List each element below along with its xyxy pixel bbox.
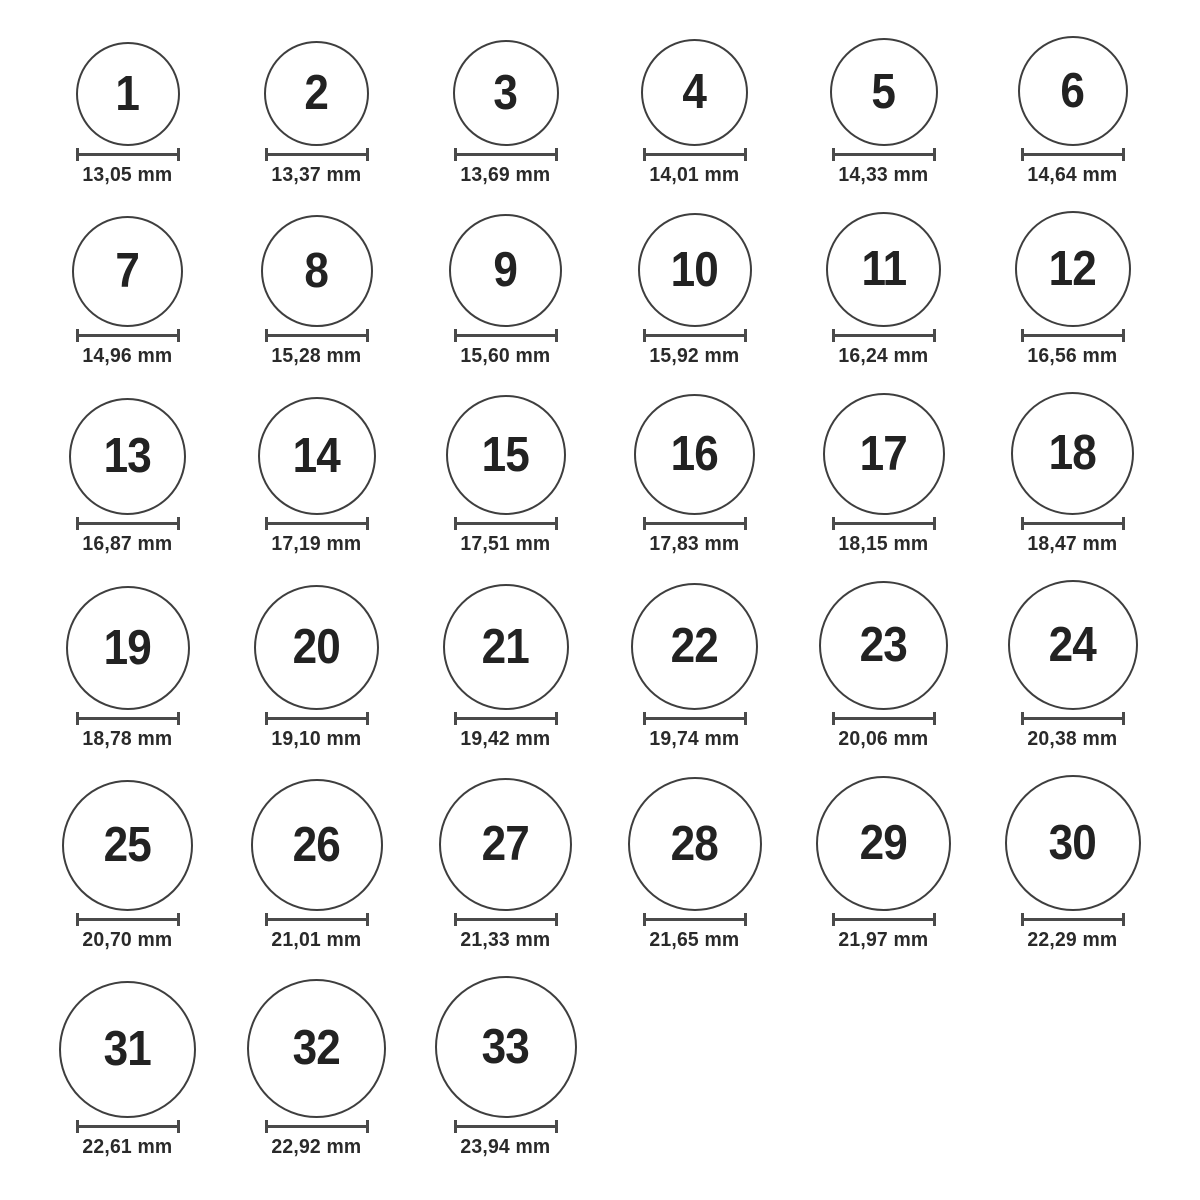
diameter-dimension-line [643,712,747,725]
ring-circle [443,584,569,710]
diameter-label: 18,78 mm [82,728,173,750]
diameter-dimension-line [76,517,180,530]
ring-size-number: 11 [861,242,906,296]
ring-size-cell [222,215,411,368]
diameter-label: 21,65 mm [649,929,740,951]
ring-circle [826,212,941,327]
ring-size-number: 16 [670,427,719,481]
diameter-dimension-line [265,913,369,926]
ring-size-cell [789,212,978,368]
diameter-dimension-line [265,148,369,161]
diameter-dimension-line [643,329,747,342]
ring-size-number: 14 [292,428,341,483]
ring-size-number: 23 [859,618,908,672]
ring-size-cell [411,40,600,187]
ring-circle [641,39,748,146]
diameter-dimension-line [832,712,936,725]
ring-size-number: 10 [670,242,719,297]
ring-size-row [33,392,1167,556]
ring-circle [453,40,559,146]
diameter-label: 15,28 mm [271,345,362,367]
diameter-dimension-line [265,329,369,342]
diameter-label: 22,61 mm [82,1136,173,1158]
diameter-label: 18,47 mm [1027,533,1118,555]
ring-circle [1015,211,1131,327]
diameter-label: 19,74 mm [649,728,740,750]
diameter-label: 17,19 mm [271,533,362,555]
ring-size-cell [789,393,978,556]
ring-circle [638,213,752,327]
ring-size-cell [411,584,600,751]
ring-size-cell [978,580,1167,751]
ring-size-number: 25 [103,818,152,872]
ring-size-number: 6 [1060,63,1085,118]
diameter-label: 16,56 mm [1027,345,1118,367]
ring-size-number: 8 [304,243,329,298]
ring-size-number: 15 [481,427,530,482]
ring-size-cell [411,395,600,556]
ring-size-number: 13 [103,429,152,483]
ring-circle [258,397,376,515]
ring-size-number: 2 [304,66,329,120]
ring-circle [634,394,755,515]
diameter-dimension-line [454,712,558,725]
diameter-label: 23,94 mm [460,1136,551,1158]
diameter-dimension-line [643,148,747,161]
ring-size-cell [600,777,789,952]
ring-size-cell [33,780,222,952]
diameter-label: 17,83 mm [649,533,740,555]
ring-size-number: 17 [859,426,908,481]
ring-size-cell [411,976,600,1159]
diameter-dimension-line [832,148,936,161]
ring-size-cell [978,36,1167,187]
diameter-label: 16,87 mm [82,533,173,555]
diameter-dimension-line [76,712,180,725]
ring-size-row [33,775,1167,952]
diameter-dimension-line [454,1120,558,1133]
diameter-label: 16,24 mm [838,345,929,367]
ring-circle [264,41,369,146]
ring-size-cell [789,776,978,952]
diameter-dimension-line [1021,148,1125,161]
ring-circle [69,398,186,515]
diameter-label: 15,60 mm [460,345,551,367]
diameter-dimension-line [1021,712,1125,725]
ring-size-number: 1 [115,66,140,121]
diameter-label: 20,06 mm [838,728,929,750]
diameter-dimension-line [1021,517,1125,530]
ring-size-cell [33,42,222,187]
diameter-dimension-line [76,1120,180,1133]
ring-size-cell [222,41,411,187]
ring-circle [439,778,572,911]
ring-size-cell [600,213,789,368]
ring-size-number: 7 [115,244,140,298]
ring-size-number: 20 [292,620,341,674]
diameter-label: 19,10 mm [271,728,362,750]
diameter-dimension-line [76,329,180,342]
ring-size-number: 30 [1048,815,1097,870]
ring-size-number: 28 [670,816,719,871]
ring-circle [1008,580,1138,710]
ring-size-cell [222,779,411,952]
diameter-label: 13,69 mm [460,164,551,186]
ring-circle [66,586,190,710]
diameter-dimension-line [832,517,936,530]
diameter-dimension-line [832,913,936,926]
diameter-label: 13,05 mm [82,164,173,186]
ring-size-row [33,976,1167,1159]
ring-size-cell [33,586,222,751]
diameter-dimension-line [454,913,558,926]
ring-circle [830,38,938,146]
diameter-label: 13,37 mm [271,164,362,186]
ring-circle [446,395,566,515]
ring-size-cell [33,216,222,368]
ring-circle [261,215,373,327]
diameter-dimension-line [265,712,369,725]
diameter-label: 21,01 mm [271,929,362,951]
ring-size-number: 22 [670,619,719,673]
ring-size-cell [600,583,789,751]
ring-circle [1005,775,1141,911]
ring-size-number: 31 [103,1022,152,1076]
ring-size-number: 24 [1048,617,1097,672]
ring-size-cell [978,211,1167,368]
ring-size-number: 3 [493,65,518,120]
ring-circle [76,42,180,146]
ring-size-number: 12 [1048,241,1097,296]
diameter-label: 14,01 mm [649,164,740,186]
ring-circle [251,779,383,911]
diameter-dimension-line [454,329,558,342]
ring-size-number: 21 [481,619,530,674]
diameter-dimension-line [265,1120,369,1133]
diameter-dimension-line [1021,329,1125,342]
ring-circle [1018,36,1128,146]
ring-size-row [33,580,1167,751]
diameter-label: 20,38 mm [1027,728,1118,750]
ring-size-number: 29 [859,816,908,870]
ring-size-cell [222,397,411,556]
ring-circle [59,981,196,1118]
diameter-dimension-line [265,517,369,530]
ring-circle [631,583,758,710]
ring-size-number: 9 [493,243,518,297]
diameter-label: 20,70 mm [82,929,173,951]
ring-circle [254,585,379,710]
ring-size-cell [222,979,411,1159]
ring-size-cell [600,394,789,556]
diameter-label: 14,33 mm [838,164,929,186]
ring-size-cell [789,38,978,187]
ring-size-cell [789,581,978,751]
diameter-label: 18,15 mm [838,533,929,555]
diameter-label: 22,92 mm [271,1136,362,1158]
ring-size-cell [33,398,222,556]
ring-size-rows [33,36,1167,1159]
ring-circle [816,776,951,911]
ring-circle [628,777,762,911]
diameter-label: 17,51 mm [460,533,551,555]
ring-size-cell [222,585,411,751]
ring-size-row [33,211,1167,368]
diameter-dimension-line [1021,913,1125,926]
ring-circle [819,581,948,710]
diameter-dimension-line [643,913,747,926]
ring-size-cell [978,392,1167,556]
ring-size-number: 18 [1048,426,1097,480]
ring-size-cell [978,775,1167,952]
diameter-dimension-line [832,329,936,342]
ring-size-number: 33 [481,1019,530,1074]
ring-size-number: 27 [481,817,530,871]
ring-size-number: 19 [103,620,152,675]
ring-size-number: 5 [871,64,896,119]
diameter-label: 14,64 mm [1027,164,1118,186]
diameter-label: 15,92 mm [649,345,740,367]
ring-circle [435,976,577,1118]
diameter-label: 21,33 mm [460,929,551,951]
ring-circle [247,979,386,1118]
ring-size-cell [33,981,222,1159]
diameter-label: 14,96 mm [82,345,173,367]
ring-size-cell [600,39,789,187]
diameter-dimension-line [76,913,180,926]
diameter-dimension-line [76,148,180,161]
diameter-dimension-line [454,517,558,530]
ring-circle [823,393,945,515]
ring-size-number: 26 [292,817,341,872]
ring-circle [72,216,183,327]
ring-size-row [33,36,1167,187]
ring-circle [449,214,562,327]
diameter-dimension-line [454,148,558,161]
ring-circle [62,780,193,911]
ring-size-number: 4 [682,65,707,119]
ring-size-cell [411,778,600,952]
diameter-label: 19,42 mm [460,728,551,750]
diameter-label: 21,97 mm [838,929,929,951]
ring-size-chart [33,0,1167,1159]
ring-size-cell [411,214,600,368]
diameter-dimension-line [643,517,747,530]
diameter-label: 22,29 mm [1027,929,1118,951]
ring-circle [1011,392,1134,515]
ring-size-number: 32 [292,1021,341,1075]
